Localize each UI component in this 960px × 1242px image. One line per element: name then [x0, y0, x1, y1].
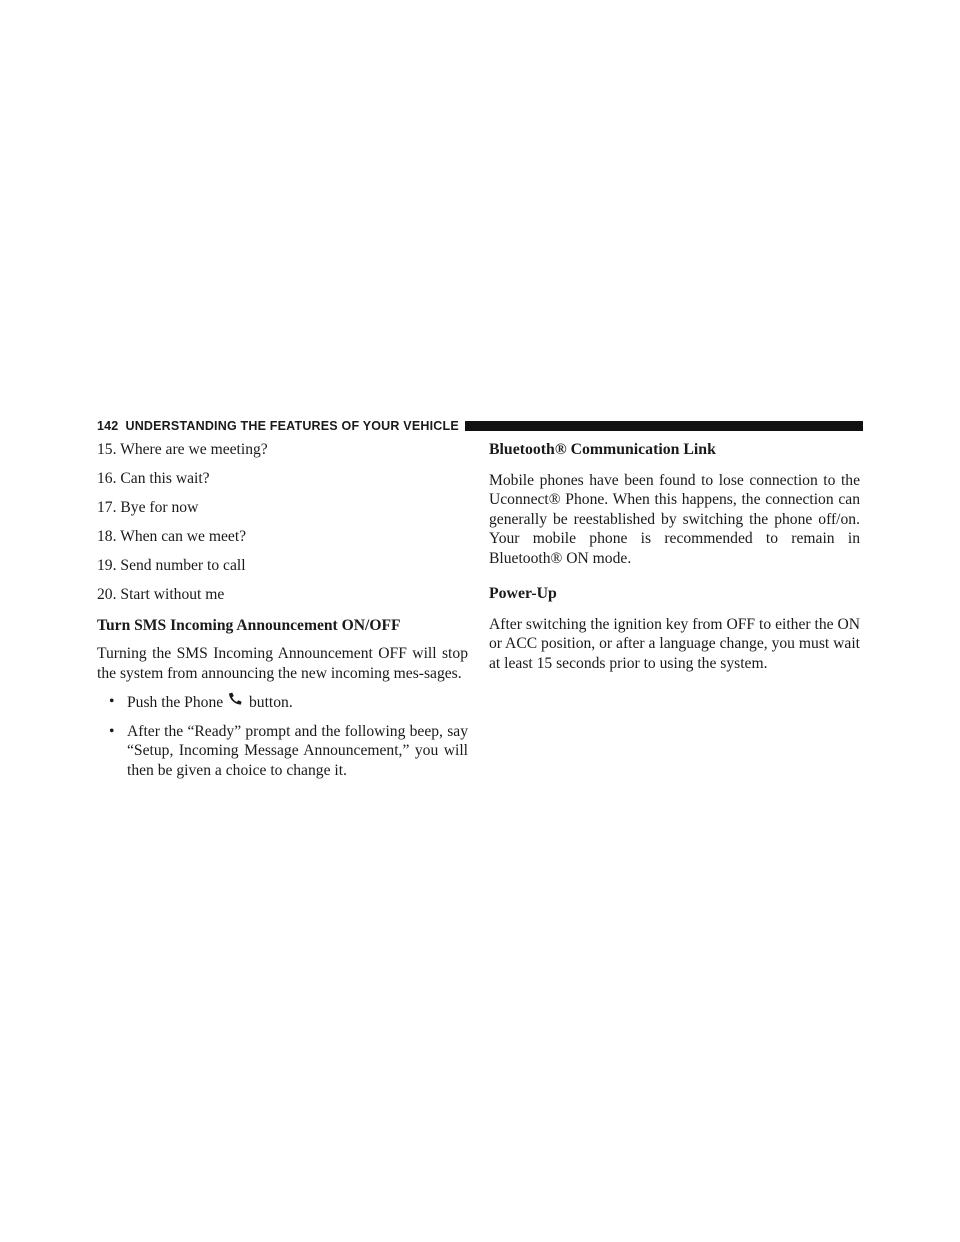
bullet-dot: •: [109, 722, 115, 740]
page-number: 142: [97, 419, 119, 433]
body-paragraph: Mobile phones have been found to lose connection to the Uconnect® Phone. When this happens, the connection can generally be reestablished by switching the phone off/on. Your mobile phone is recommended to remain in Bluetooth® ON mode.: [489, 471, 860, 567]
bullet-item: [97, 722, 468, 781]
body-paragraph: After switching the ignition key from OFF to either the ON or ACC position, or after a language change, you must wait at least 15 seconds prior to using the system.: [489, 615, 860, 672]
bullet-text: Push the Phone: [127, 694, 224, 711]
section-title: UNDERSTANDING THE FEATURES OF YOUR VEHICLE: [125, 419, 459, 433]
section-heading-power-up: Power-Up: [489, 585, 557, 602]
right-column: [489, 440, 860, 682]
bullet-dot: •: [109, 693, 115, 710]
list-item: 15. Where are we meeting?: [97, 441, 268, 458]
list-item: 17. Bye for now: [97, 499, 199, 516]
bullet-text: button.: [248, 694, 293, 711]
list-item: 18. When can we meet?: [97, 528, 247, 545]
body-paragraph: Turning the SMS Incoming Announcement OFF will stop the system from announcing the new incoming mes-sages.: [97, 645, 468, 682]
bullet-item: [97, 692, 468, 713]
section-heading-sms-announcement: Turn SMS Incoming Announcement ON/OFF: [97, 616, 401, 634]
section-heading-bluetooth: Bluetooth® Communication Link: [489, 441, 716, 458]
left-column: [97, 440, 468, 789]
header-rule: [465, 421, 863, 431]
bullet-text: After the “Ready” prompt and the following beep, say “Setup, Incoming Message Announcement,” you will then be given a choice to change it.: [127, 722, 468, 779]
list-item: 16. Can this wait?: [97, 470, 210, 487]
list-item: 20. Start without me: [97, 586, 225, 603]
page-header: [97, 418, 863, 434]
phone-icon: [228, 692, 244, 705]
list-item: 19. Send number to call: [97, 557, 246, 574]
